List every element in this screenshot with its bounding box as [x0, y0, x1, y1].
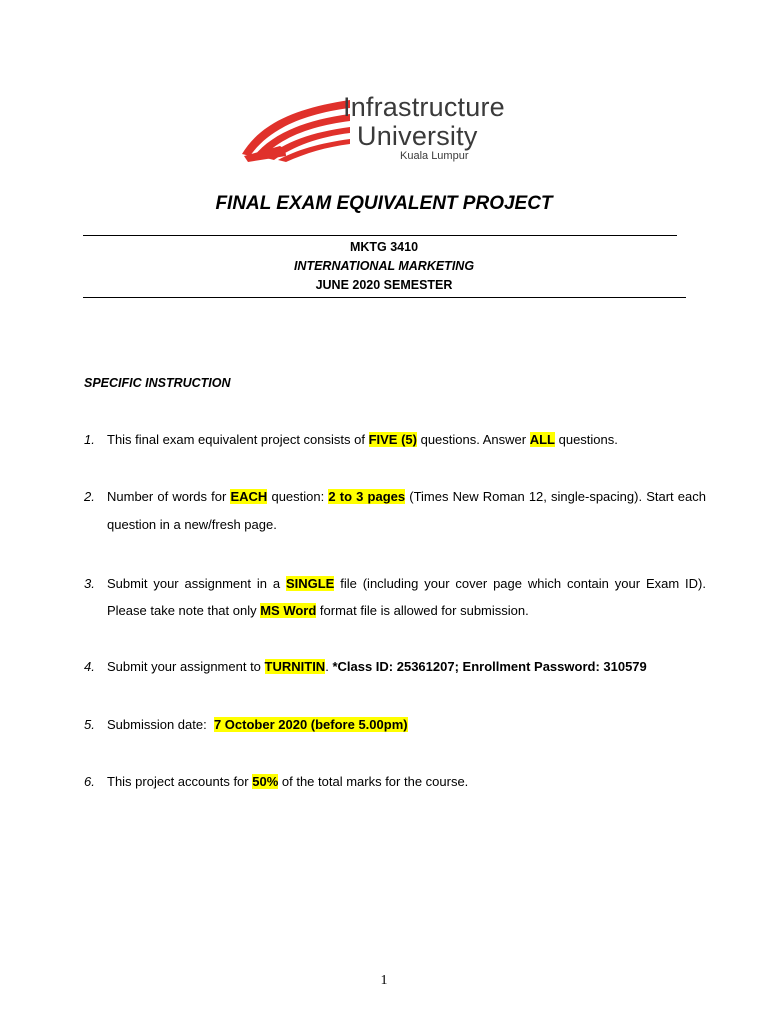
- instruction-item-1: 1. This final exam equivalent project consists of FIVE (5) questions. Answer ALL questions.: [84, 426, 706, 454]
- item-number: 5.: [84, 717, 95, 732]
- logo-text-location: Kuala Lumpur: [400, 150, 469, 162]
- highlight: EACH: [230, 489, 268, 504]
- divider-bottom: [83, 297, 686, 298]
- highlight: SINGLE: [285, 576, 335, 591]
- class-id-text: *Class ID: 25361207; Enrollment Password: 310579: [332, 659, 647, 674]
- item-number: 4.: [84, 659, 95, 674]
- item-number: 1.: [84, 432, 95, 447]
- instruction-item-6: 6. This project accounts for 50% of the total marks for the course.: [84, 768, 706, 796]
- highlight: ALL: [529, 432, 555, 447]
- divider-top: [83, 235, 677, 236]
- highlight: 7 October 2020 (before 5.00pm): [213, 717, 408, 732]
- page-number: 1: [380, 973, 388, 988]
- highlight: 2 to 3 pages: [328, 489, 406, 504]
- university-logo: [240, 86, 540, 166]
- logo-text-infrastructure: Infrastructure: [343, 92, 505, 122]
- section-heading: SPECIFIC INSTRUCTION: [84, 376, 231, 390]
- course-name: INTERNATIONAL MARKETING: [293, 259, 475, 273]
- instruction-item-5: 5. Submission date: 7 October 2020 (before 5.00pm): [84, 711, 706, 739]
- course-code: MKTG 3410: [349, 240, 419, 254]
- semester: JUNE 2020 SEMESTER: [315, 278, 453, 292]
- item-number: 2.: [84, 489, 95, 504]
- document-title: FINAL EXAM EQUIVALENT PROJECT: [215, 193, 553, 214]
- highlight: MS Word: [260, 603, 317, 618]
- instruction-item-3: 3. Submit your assignment in a SINGLE file (including your cover page which contain your Exam ID). Please take note that only MS Word format file is allowed for submission.: [84, 570, 706, 624]
- item-number: 6.: [84, 774, 95, 789]
- item-number: 3.: [84, 576, 95, 591]
- highlight: TURNITIN: [264, 659, 326, 674]
- instruction-item-2: 2. Number of words for EACH question: 2 to 3 pages (Times New Roman 12, single-spacing). Start each question in a new/fresh page.: [84, 483, 706, 539]
- logo-text-university: University: [357, 121, 478, 151]
- instruction-item-4: 4. Submit your assignment to TURNITIN. *Class ID: 25361207; Enrollment Password: 310579: [84, 653, 706, 681]
- highlight: 50%: [252, 774, 279, 789]
- highlight: FIVE (5): [368, 432, 417, 447]
- open-book-logo-icon: [240, 86, 350, 166]
